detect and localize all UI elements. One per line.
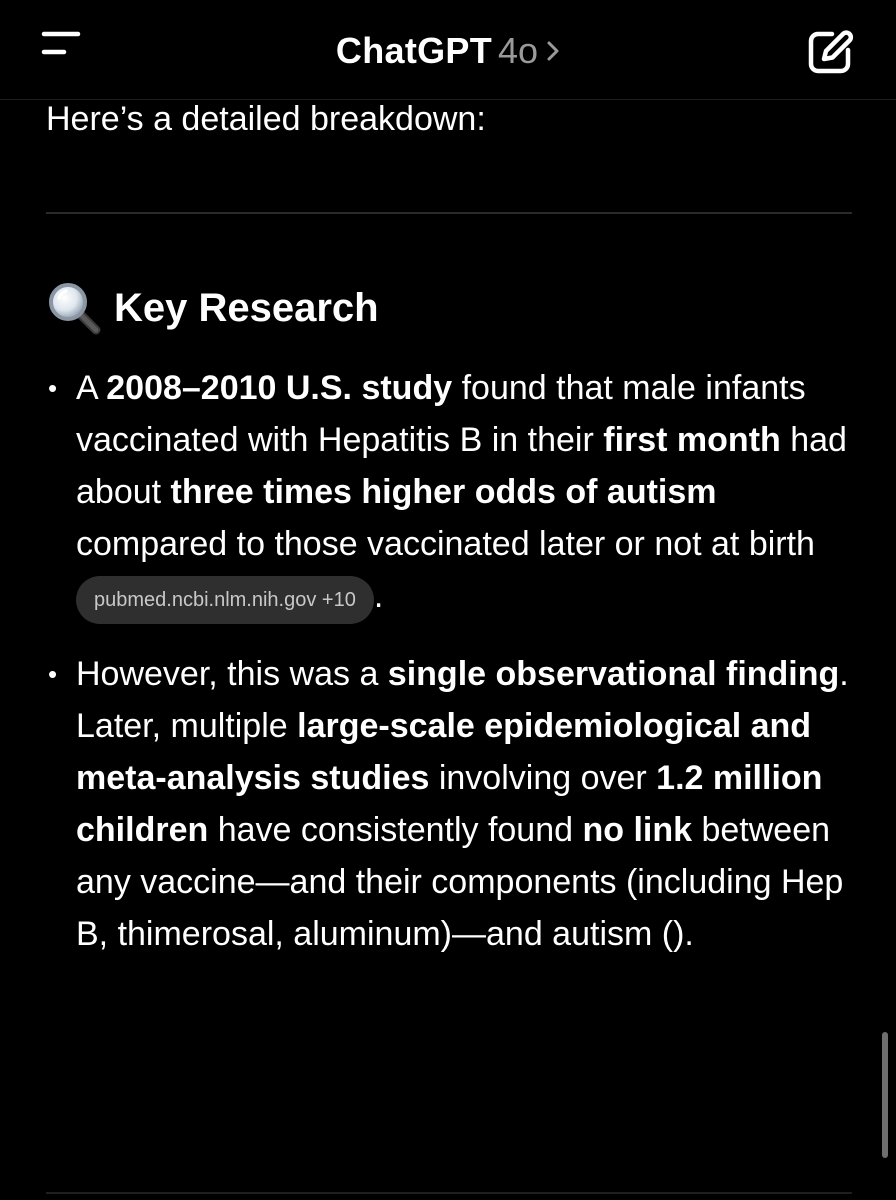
model-selector[interactable]	[0, 26, 896, 76]
top-bar	[0, 0, 896, 100]
list-item	[46, 362, 866, 624]
intro-text: Here’s a detailed breakdown:	[46, 100, 486, 138]
model-name: 4o	[498, 30, 539, 71]
bottom-divider	[46, 1192, 852, 1194]
new-chat-button[interactable]	[802, 26, 858, 78]
section-heading	[46, 278, 379, 338]
section-title: Key Research	[114, 286, 379, 330]
magnifying-glass-icon	[46, 280, 102, 336]
bullet-1-text: A 2008–2010 U.S. study found that male infants vaccinated with Hepatitis B in their first month had about three times higher odds of autism compared to those vaccinated later or not at birth	[76, 369, 847, 563]
bullet-2-text: However, this was a single observational finding. Later, multiple large-scale epidemiological and meta-analysis studies involving over 1.2 million children have consistently found no link between any vaccine—and their components (including Hep B, thimerosal, aluminum)—and autism ().	[76, 655, 849, 954]
edit-icon	[802, 65, 858, 82]
chevron-right-icon	[546, 25, 560, 75]
citation-chip[interactable]: pubmed.ncbi.nlm.nih.gov +10	[76, 576, 374, 624]
bullet-dot: •	[48, 373, 58, 403]
trailing-period: .	[373, 577, 384, 615]
bullet-list	[46, 362, 866, 960]
scrollbar[interactable]	[882, 1032, 888, 1158]
bullet-dot: •	[48, 659, 58, 690]
divider	[46, 212, 852, 214]
list-item	[46, 648, 866, 960]
app-title: ChatGPT	[335, 30, 493, 71]
